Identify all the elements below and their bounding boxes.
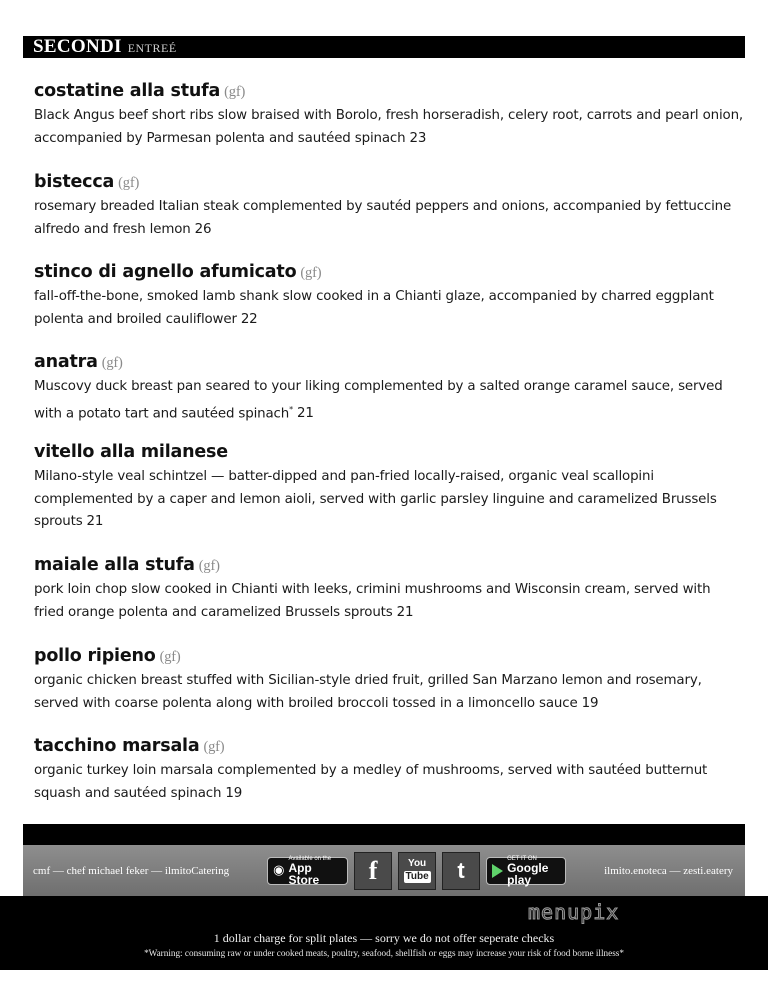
youtube-bottom: Tube	[405, 870, 429, 882]
item-name: stinco di agnello afumicato	[34, 262, 297, 282]
watermark: menupix	[528, 900, 620, 924]
menu-item	[34, 171, 744, 241]
google-play-badge[interactable]	[486, 857, 566, 885]
menu-item	[34, 351, 744, 425]
item-name: pollo ripieno	[34, 646, 156, 666]
section-subtitle: ENTREÉ	[127, 41, 177, 55]
item-description: Muscovy duck breast pan seared to your liking complemented by a salted orange caramel sauce, served with a potato tart and sautéed spinach	[34, 379, 723, 421]
gluten-free-tag: (gf)	[159, 649, 181, 665]
item-name: bistecca	[34, 172, 115, 192]
item-price: 22	[240, 311, 258, 327]
google-play-small: GET IT ON	[507, 855, 537, 862]
menu-item	[34, 554, 744, 624]
app-store-small: Available on the	[288, 855, 332, 862]
health-warning: *Warning: consuming raw or under cooked meats, poultry, seafood, shellfish or eggs may increase your risk of food borne illness*	[144, 948, 624, 958]
item-description: Black Angus beef short ribs slow braised with Borolo, fresh horseradish, celery root, carrots and pearl onion, accompanied by Parmesan polenta and sautéed spinach	[34, 108, 744, 146]
menu-item	[34, 645, 744, 715]
item-price: 19	[225, 785, 243, 801]
gluten-free-tag: (gf)	[198, 558, 220, 574]
menu-item	[34, 261, 744, 331]
footer-divider	[23, 824, 745, 845]
facebook-icon[interactable]: f	[354, 852, 392, 890]
item-description: rosemary breaded Italian steak complemented by sautéd peppers and onions, accompanied by fettuccine alfredo and fresh lemon	[34, 199, 732, 237]
google-play-big: Google play	[507, 860, 549, 887]
page-bottom-margin	[0, 970, 768, 994]
item-description: Milano-style veal schintzel — batter-dipped and pan-fried locally-raised, organic veal scallopini complemented by a caper and lemon aioli, served with garlic parsley linguine and caramelized Brussels sprouts	[34, 469, 717, 529]
catering-link[interactable]: cmf — chef michael feker — ilmitoCatering	[33, 864, 230, 877]
gluten-free-tag: (gf)	[224, 84, 246, 100]
item-description: fall-off-the-bone, smoked lamb shank slow cooked in a Chianti glaze, accompanied by charred eggplant polenta and broiled cauliflower	[34, 289, 714, 327]
item-name: maiale alla stufa	[34, 555, 195, 575]
item-price: 26	[194, 221, 212, 237]
google-play-icon	[492, 864, 503, 878]
item-description: organic chicken breast stuffed with Sicilian-style dried fruit, grilled San Marzano lemon and rosemary, served with coarse polenta along with broiled broccoli tossed in a limoncello sauce	[34, 673, 702, 711]
twitter-icon[interactable]: t	[442, 852, 480, 890]
gluten-free-tag: (gf)	[203, 739, 225, 755]
menu-item	[34, 441, 744, 534]
split-plate-notice: 1 dollar charge for split plates — sorry we do not offer seperate checks	[213, 931, 555, 945]
item-description: pork loin chop slow cooked in Chianti with leeks, crimini mushrooms and Wisconsin cream, served with fried orange polenta and caramelized Brussels sprouts	[34, 582, 711, 620]
app-badges	[267, 852, 566, 890]
app-store-big: App Store	[288, 860, 320, 887]
item-name: costatine alla stufa	[34, 81, 221, 101]
apple-icon: ◉	[273, 863, 285, 878]
restaurant-links[interactable]: ilmito.enoteca — zesti.eatery	[604, 864, 733, 877]
youtube-top: You	[408, 857, 427, 869]
item-price: 21	[396, 604, 414, 620]
item-price: 23	[409, 130, 427, 146]
gluten-free-tag: (gf)	[101, 355, 123, 371]
gluten-free-tag: (gf)	[300, 265, 322, 281]
gluten-free-tag: (gf)	[118, 175, 140, 191]
youtube-icon[interactable]	[398, 852, 436, 890]
item-price: 21	[86, 514, 104, 529]
app-store-badge[interactable]	[267, 857, 348, 885]
section-header	[23, 36, 745, 58]
item-price: 19	[581, 695, 599, 711]
menu-item	[34, 735, 744, 805]
item-price: 21	[296, 405, 314, 421]
menu-item	[34, 80, 744, 150]
footnote-mark: *	[289, 404, 293, 414]
item-name: anatra	[34, 352, 98, 372]
item-description: organic turkey loin marsala complemented by a medley of mushrooms, served with sautéed butternut squash and sautéed spinach	[34, 763, 708, 801]
item-name: vitello alla milanese	[34, 442, 228, 462]
footer-links-bar	[23, 845, 745, 896]
section-title: SECONDI	[33, 36, 122, 57]
item-name: tacchino marsala	[34, 736, 200, 756]
